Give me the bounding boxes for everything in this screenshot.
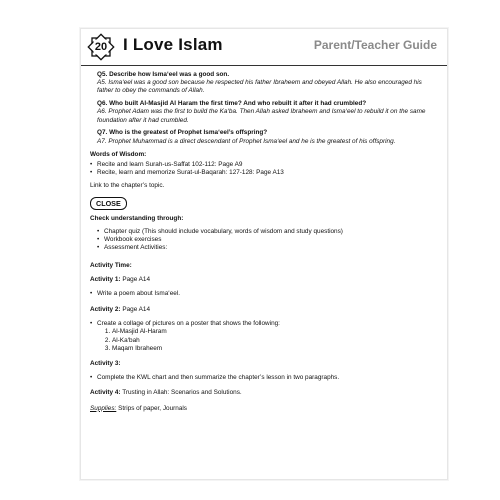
activity-3-line [90, 360, 436, 368]
activity-4-title: Activity 4: [90, 389, 121, 397]
activity-4-text: Trusting in Allah: Scenarios and Solutions. [120, 389, 242, 397]
activity-1-title: Activity 1: [90, 275, 121, 283]
list-item: 3. Maqam Ibraheem [112, 345, 436, 353]
answer-text: A5. Isma‘eel was a good son because he respected his father Ibraheem and obeyed Allah. He also encouraged his father to obey the commands of Allah. [97, 79, 422, 95]
check-heading: Check understanding through: [90, 214, 184, 222]
guide-label: Parent/Teacher Guide [313, 38, 437, 52]
check-list [97, 228, 436, 253]
activity-4-line [90, 389, 436, 397]
list-item: • Create a collage of pictures on a poster that shows the following: [90, 320, 436, 328]
activity-2-title: Activity 2: [90, 306, 121, 314]
activity-1-list [90, 290, 436, 298]
close-label: CLOSE [90, 197, 127, 210]
link-text: Link to the chapter’s topic. [90, 182, 165, 190]
supplies-text: Strips of paper, Journals [116, 404, 187, 412]
activity-2-line [90, 306, 436, 314]
activity-3-list [90, 374, 436, 382]
list-item: • Recite and learn Surah-us-Saffat 102-112: Page A9 [90, 161, 436, 169]
activity-3-title: Activity 3: [90, 360, 121, 368]
supplies-label: Supplies: [90, 404, 117, 412]
header-divider [81, 65, 447, 66]
chapter-badge [87, 33, 115, 61]
page-title: I Love Islam [123, 35, 223, 54]
activity-1-line [90, 276, 436, 284]
question-block [97, 100, 436, 125]
question-text: Q7. Who is the greatest of Prophet Isma‘eel’s offspring? [97, 129, 268, 137]
activity-time-heading: Activity Time: [90, 262, 132, 270]
list-item: • Recite, learn and memorize Surat-ul-Baqarah: 127-128: Page A13 [90, 169, 436, 177]
chapter-number: 20 [94, 41, 108, 53]
wisdom-heading: Words of Wisdom: [90, 150, 147, 158]
list-item: • Chapter quiz (This should include vocabulary, words of wisdom and study questions) [97, 228, 436, 236]
activity-1-page: Page A14 [120, 275, 151, 283]
list-item: • Workbook exercises [97, 236, 436, 244]
question-text: Q5. Describe how Isma‘eel was a good son. [97, 71, 230, 78]
question-text: Q6. Who built Al-Masjid Al Haram the first time? And who rebuilt it after it had crumbled? [97, 100, 367, 108]
activity-2-page: Page A14 [120, 306, 151, 314]
page-content [90, 71, 436, 413]
question-block [97, 71, 436, 96]
list-item: 1. Al-Masjid Al-Haram [112, 328, 436, 336]
list-item: • Complete the KWL chart and then summarize the chapter’s lesson in two paragraphs. [90, 374, 436, 382]
activity-2-list [90, 320, 436, 328]
wisdom-list [90, 161, 436, 177]
list-item: • Assessment Activities: [97, 244, 436, 252]
answer-text: A6. Prophet Adam was the first to build the Ka‘ba. Then Allah asked Ibraheem and Isma‘eel to rebuild it on the same foundation after it had crumbled. [97, 108, 426, 124]
answer-text: A7. Prophet Muhammad is a direct descendant of Prophet Isma‘eel and he is the greatest of his offspring. [97, 137, 396, 145]
list-item: • Write a poem about Isma‘eel. [90, 290, 436, 298]
page-header [81, 29, 447, 65]
document-page [80, 28, 448, 480]
activity-2-numbered-list [112, 328, 436, 353]
question-block [97, 129, 436, 145]
supplies-line [90, 405, 436, 413]
list-item: 2. Al-Ka‘bah [112, 337, 436, 345]
